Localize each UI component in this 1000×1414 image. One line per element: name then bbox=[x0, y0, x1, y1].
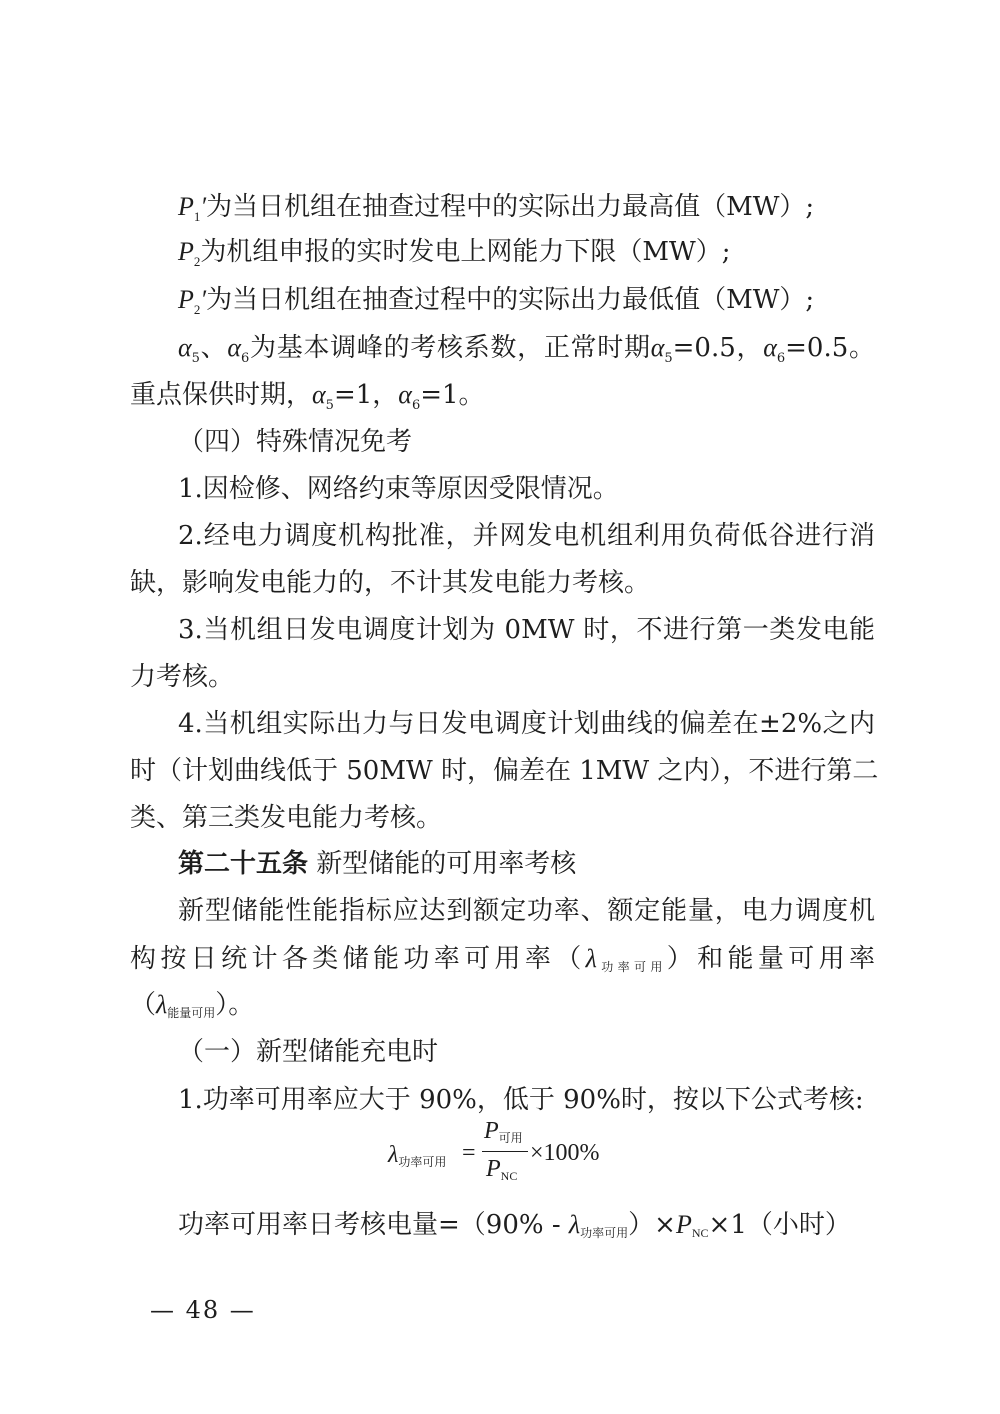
paragraph-power-availability: 1.功率可用率应大于 90%，低于 90%时，按以下公式考核: bbox=[178, 1085, 864, 1115]
fraction-numerator: P可用 bbox=[484, 1118, 523, 1145]
page-number: — 48 — bbox=[150, 1296, 256, 1324]
paragraph-storage-1: 新型储能性能指标应达到额定功率、额定能量，电力调度机 bbox=[178, 896, 875, 926]
paragraph-item-1: 1.因检修、网络约束等原因受限情况。 bbox=[178, 474, 619, 504]
paragraph-item-3-cont: 力考核。 bbox=[130, 662, 235, 692]
definition-p2-prime: $P_2'$为当日机组在抽查过程中的实际出力最低值（MW）; bbox=[178, 285, 815, 317]
definition-p1-prime: $P_1'$为当日机组在抽查过程中的实际出力最高值（MW）; bbox=[178, 192, 815, 224]
definition-p2: $P_2$为机组申报的实时发电上网能力下限（MW）; bbox=[178, 237, 731, 269]
paragraph-daily-assessment: 功率可用率日考核电量=（90% - λ功率可用）×PNC×1（小时） bbox=[178, 1210, 851, 1240]
paragraph-item-2-cont: 缺，影响发电能力的，不计其发电能力考核。 bbox=[130, 568, 651, 598]
fraction-bar bbox=[482, 1151, 528, 1152]
fraction-denominator: PNC bbox=[486, 1156, 518, 1183]
alpha-key-period: 重点保供时期，$\alpha_5=1$，$\alpha_6=1$。 bbox=[130, 380, 485, 413]
paragraph-storage-2: 构按日统计各类储能功率可用率（λ功率可用）和能量可用率 bbox=[130, 944, 875, 974]
definition-alpha-coefficients: $\alpha_5$、$\alpha_6$为基本调峰的考核系数，正常时期$\alpha_5=0.5$，$\alpha_6=0.5$。 bbox=[178, 333, 875, 366]
section-heading-charging: （一）新型储能充电时 bbox=[178, 1037, 439, 1067]
article-number: 第二十五条 bbox=[178, 849, 309, 879]
section-heading-special-cases: （四）特殊情况免考 bbox=[178, 427, 413, 457]
paragraph-item-4: 4.当机组实际出力与日发电调度计划曲线的偏差在±2%之内 bbox=[178, 709, 875, 739]
paragraph-item-2: 2.经电力调度机构批准，并网发电机组利用负荷低谷进行消 bbox=[178, 521, 875, 551]
document-page: $P_1'$为当日机组在抽查过程中的实际出力最高值（MW）; $P_2$为机组申报的实时发电上网能力下限（MW）; $P_2'$为当日机组在抽查过程中的实际出力最低值（MW）; $\alpha_5$、$\alpha_6$为基本调峰的考核系数，正常时期$\alpha_5=0.5$，$\alpha_6=0.5$。 重点保供时期，$\alpha_5=1$，$\alpha_6=1$。 （四）特殊情况免考 1.因检修、网络约束等原因受限情况。 2.经电力调度机构批准，并网发电机组利用负荷低谷进行消 缺，影响发电能力的，不计其发电能力考核。 3.当机组日发电调度计划为 0MW 时，不进行第一类发电能 力考核。 4.当机组实际出力与日发电调度计划曲线的偏差在±2%之内 时（计划曲线低于 50MW 时，偏差在 1MW 之内），不进行第二 类、第三类发电能力考核。 第二十五条 新型储能的可用率考核 新型储能性能指标应达到额定功率、额定能量，电力调度机 构按日统计各类储能功率可用率（λ功率可用）和能量可用率 （λ能量可用）。 （一）新型储能充电时 1.功率可用率应大于 90%，低于 90%时，按以下公式考核: λ功率可用 = P可用 PNC ×100% 功率可用率日考核电量=（90% - λ功率可用）×PNC×1（小时） — 48 — bbox=[130, 192, 879, 1324]
paragraph-item-4-cont-2: 类、第三类发电能力考核。 bbox=[130, 803, 443, 833]
article-25-heading: 第二十五条 新型储能的可用率考核 bbox=[178, 849, 577, 879]
paragraph-item-4-cont-1: 时（计划曲线低于 50MW 时，偏差在 1MW 之内），不进行第二 bbox=[130, 756, 879, 786]
paragraph-item-3: 3.当机组日发电调度计划为 0MW 时，不进行第一类发电能 bbox=[178, 615, 875, 645]
paragraph-storage-3: （λ能量可用）。 bbox=[130, 990, 255, 1020]
